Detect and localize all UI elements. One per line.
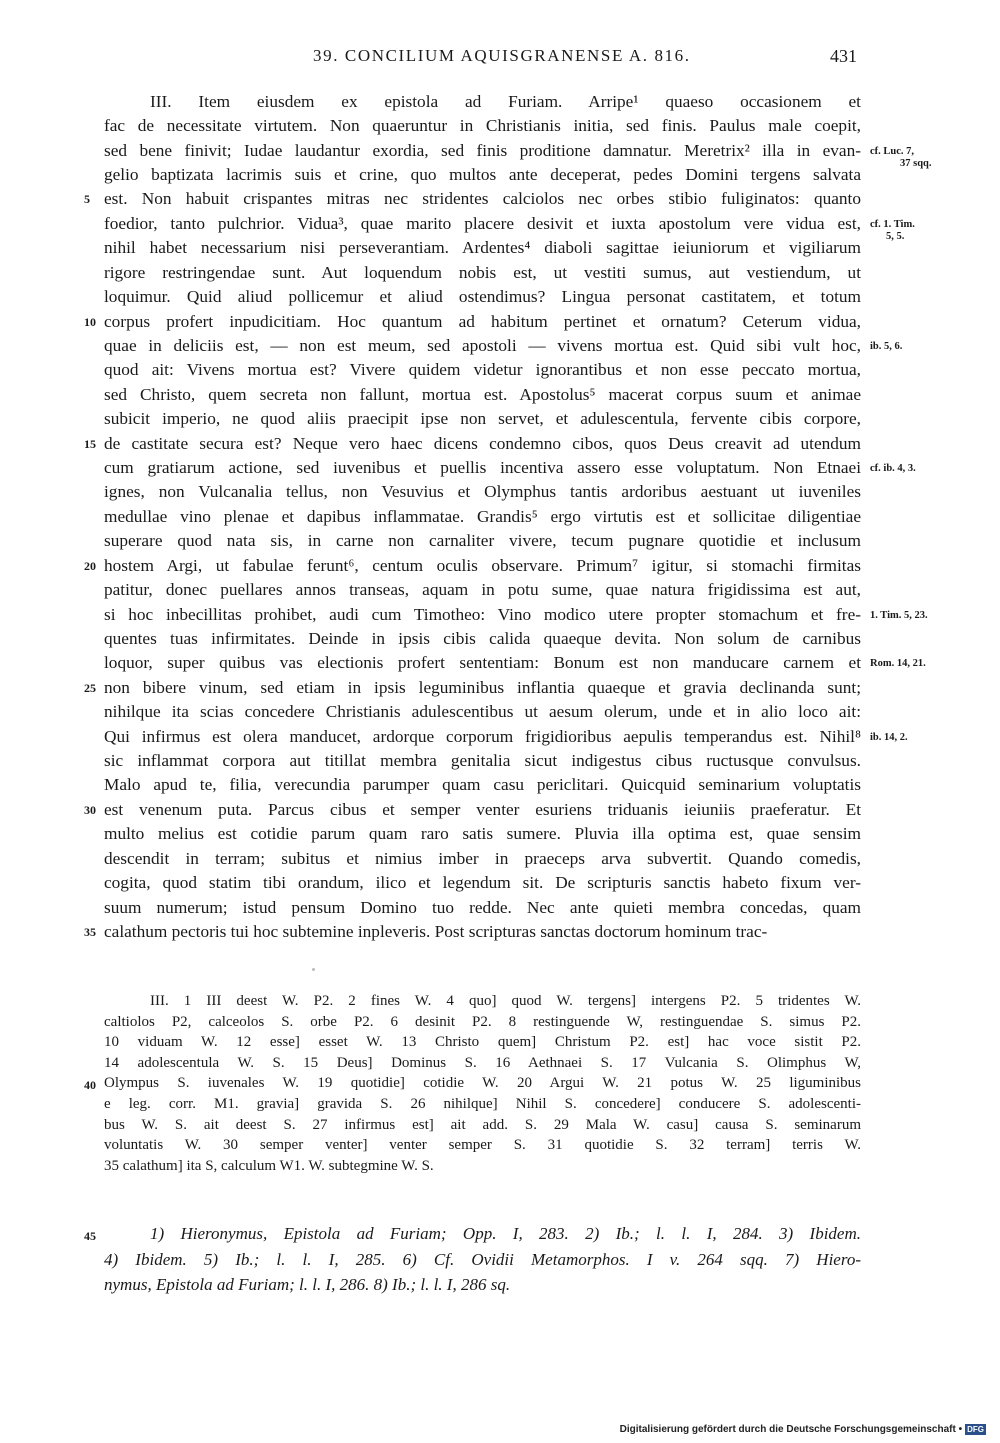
line-number: 35 <box>84 925 96 939</box>
body-line: nihil habet necessarium nisi perseverantiam. Ardentes⁴ diaboli sagittae ieiuniorum et vigiliarum <box>104 238 861 257</box>
line-number: 30 <box>84 803 96 817</box>
body-line: loquimur. Quid aliud pollicemur et aliud ostendimus? Lingua personat castitatem, et totum <box>104 287 861 306</box>
line-number: 5 <box>84 192 90 206</box>
body-line: est venenum puta. Parcus cibus et semper venter esuriens triduanis ieiuniis praeferatur. Et <box>104 800 861 819</box>
margin-note: 1. Tim. 5, 23. <box>870 610 928 621</box>
margin-note <box>870 146 932 170</box>
footnote-line: 4) Ibidem. 5) Ib.; l. l. I, 285. 6) Cf. Ovidii Metamorphos. I v. 264 sqq. 7) Hiero- <box>104 1250 861 1269</box>
running-head: 39. CONCILIUM AQUISGRANENSE A. 816. <box>313 46 691 65</box>
body-line: III. Item eiusdem ex epistola ad Furiam. Arripe¹ quaeso occasionem et <box>150 92 861 111</box>
body-line: nihilque ita scias concedere Christianis adulescentibus ut aesum olerum, unde et in alio loco ait: <box>104 702 861 721</box>
apparatus-line: e leg. corr. M1. gravia] gravida S. 26 nihilque] Nihil S. concedere] conducere S. adolescenti- <box>104 1096 861 1112</box>
margin-note: ib. 5, 6. <box>870 341 903 352</box>
body-line: quae in deliciis est, — non est meum, sed apostoli — vivens mortua est. Quid sibi vult hoc, <box>104 336 861 355</box>
margin-note-line: 37 sqq. <box>900 158 932 169</box>
body-line: sed bene finivit; Iudae laudantur exordia, sed finis proditione damnatur. Meretrix² illa in evan- <box>104 141 861 160</box>
body-line: Qui infirmus est olera manducet, ardorque corporum frigidioribus aepulis temperandus est. Nihil⁸ <box>104 727 861 746</box>
body-line: suum numerum; istud pensum Domino tuo redde. Nec ante quieti membra concedas, quam <box>104 898 861 917</box>
apparatus-line: bus W. S. ait deest S. 27 infirmus est] ait add. S. 29 Mala W. casu] causa S. seminarum <box>104 1117 861 1133</box>
line-number: 25 <box>84 681 96 695</box>
body-line: rigore restringendae sunt. Aut loquendum nobis est, ut vestiti sumus, aut vestiendum, ut <box>104 263 861 282</box>
margin-note-line: cf. 1. Tim. <box>870 219 915 230</box>
body-line: quod ait: Vivens mortua est? Vivere quidem videtur ignorantibus et non esse peccato mortua, <box>104 360 861 379</box>
digitization-credit <box>620 1424 986 1435</box>
credit-text: Digitalisierung gefördert durch die Deutsche Forschungsgemeinschaft • <box>619 1424 963 1435</box>
page-header <box>0 46 1000 70</box>
body-line: cogita, quod statim tibi orandum, ilico et legendum sit. De scripturis sanctis habeto fixum ver- <box>104 873 861 892</box>
dfg-logo: DFG <box>967 1425 984 1434</box>
body-line: cum gratiarum actione, sed iuvenibus et puellis incentiva assero esse voluptatum. Non Etnaei <box>104 458 861 477</box>
margin-note: ib. 14, 2. <box>870 732 908 743</box>
line-number: 45 <box>84 1229 96 1243</box>
apparatus-line: Olympus S. iuvenales W. 19 quotidie] cotidie W. 20 Argui W. 21 potus W. 25 liguminibus <box>104 1075 861 1091</box>
footnote-line: 1) Hieronymus, Epistola ad Furiam; Opp. I, 283. 2) Ib.; l. l. I, 284. 3) Ibidem. <box>150 1224 861 1243</box>
body-line: fac de necessitate virtutem. Non quaeruntur in Christianis initia, sed finis. Paulus male coepit, <box>104 116 861 135</box>
line-number: 20 <box>84 559 96 573</box>
body-line: loquor, super quibus vas electionis profert sententiam: Bonum est non manducare carnem et <box>104 653 861 672</box>
body-line: non bibere vinum, sed etiam in ipsis leguminibus inflantia quaeque et gravia declinanda sunt; <box>104 678 861 697</box>
body-line: corpus profert inpudicitiam. Hoc quantum ad habitum pertinet et ornatum? Ceterum vidua, <box>104 312 861 331</box>
apparatus-line: 10 viduam W. 12 esse] esset W. 13 Christo quem] Christum P2. est] hac voce sistit P2. <box>104 1034 861 1050</box>
body-line: est. Non habuit crispantes mitras nec stridentes calciolos nec orbes stibio fuliginatos: quanto <box>104 189 861 208</box>
apparatus-line: voluntatis W. 30 semper venter] venter semper S. 31 quotidie S. 32 terram] terris W. <box>104 1137 861 1153</box>
line-number: 40 <box>84 1078 96 1092</box>
margin-note <box>870 219 915 243</box>
line-number: 10 <box>84 315 96 329</box>
apparatus-line: III. 1 III deest W. P2. 2 fines W. 4 quo] quod W. tergens] intergens P2. 5 tridentes W. <box>150 993 861 1009</box>
body-line: calathum pectoris tui hoc subtemine inpleveris. Post scripturas sanctas doctorum hominum trac- <box>104 922 768 941</box>
apparatus-line: 35 calathum] ita S, calculum W1. W. subtegmine W. S. <box>104 1158 434 1174</box>
apparatus-line: 14 adolescentula W. S. 15 Deus] Dominus S. 16 Aethnaei S. 17 Vulcania S. Olimphus W, <box>104 1055 861 1071</box>
body-line: sed Christo, quem secreta non fallunt, mortua est. Apostolus⁵ macerat corpus suum et animae <box>104 385 861 404</box>
body-line: gelio baptizata lacrimis suis et crine, quo multos ante deceperat, pedes Domini tergens salvata <box>104 165 861 184</box>
line-number: 15 <box>84 437 96 451</box>
body-line: Malo apud te, filia, verecundia parumper quam casu periclitari. Quicquid seminarium voluptatis <box>104 775 861 794</box>
footnote-line: nymus, Epistola ad Furiam; l. l. I, 286. 8) Ib.; l. l. I, 286 sq. <box>104 1275 511 1294</box>
body-line: foedior, tanto pulchrior. Vidua³, quae marito placere desivit et iuxta apostolum vere vidua est, <box>104 214 861 233</box>
margin-note-line: cf. Luc. 7, <box>870 146 915 157</box>
margin-note-line: 5, 5. <box>886 231 905 242</box>
apparatus-line: caltiolos P2, calceolos S. orbe P2. 6 desinit P2. 8 restinguende W, restinguendae S. simus P2. <box>104 1014 861 1030</box>
body-line: quentes tuas infirmitates. Deinde in ipsis cibis calida quaeque devita. Non solum de carnibus <box>104 629 861 648</box>
margin-note: Rom. 14, 21. <box>870 658 926 669</box>
margin-note: cf. ib. 4, 3. <box>870 463 916 474</box>
page-number: 431 <box>830 46 857 66</box>
body-line: subicit imperio, ne quod aliis praecipit ipse non servet, et adulescentula, fervente cibis corpore, <box>104 409 861 428</box>
body-line: sic inflammat corpora aut titillat membra genitalia sicut indigestus cibus ructusque convulsus. <box>104 751 861 770</box>
body-line: hostem Argi, ut fabulae ferunt⁶, centum oculis observare. Primum⁷ igitur, si stomachi firmitas <box>104 556 861 575</box>
body-line: si hoc inbecillitas prohibet, audi cum Timotheo: Vino modico utere propter stomachum et fre- <box>104 605 861 624</box>
body-line: descendit in terram; subitus et nimius imber in praeceps arva subvertit. Quando comedis, <box>104 849 861 868</box>
body-line: multo melius est cotidie parum quam raro satis sumere. Pluvia illa optima est, quae sensim <box>104 824 861 843</box>
separator-dot <box>312 968 315 971</box>
body-line: de castitate secura est? Neque vero haec dicens condemno cibos, quos Deus creavit ad utendum <box>104 434 861 453</box>
body-line: medullae vino plenae et dapibus inflammatae. Grandis⁵ ergo virtutis est et sollicitae diligentiae <box>104 507 861 526</box>
body-line: superare quod nata sis, in carne non carnaliter vivere, tecum pugnare quotidie et inclusum <box>104 531 861 550</box>
body-line: patitur, donec puellares annos transeas, aquam in potu sume, quae natura frigidissima est aut, <box>104 580 861 599</box>
body-line: ignes, non Vulcanalia tellus, non Vesuvius et Olymphus tantis ardoribus aestuant ut iuveniles <box>104 482 861 501</box>
